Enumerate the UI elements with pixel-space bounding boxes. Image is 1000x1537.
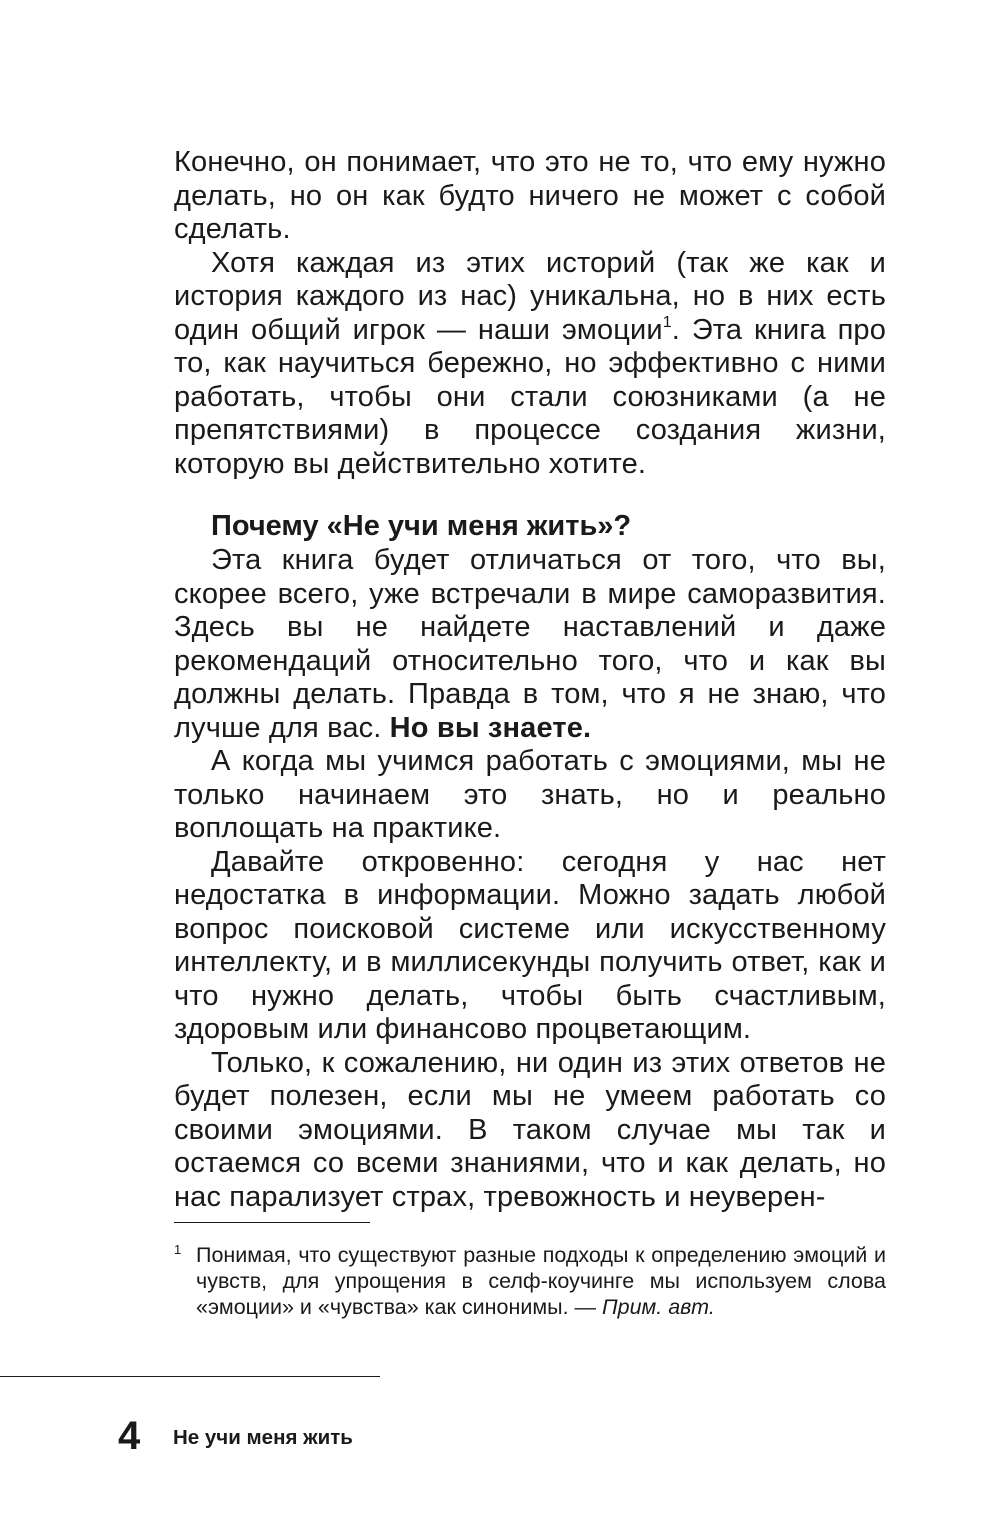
paragraph: Только, к сожалению, ни один из этих ответов не будет полезен, если мы не умеем работать со своими эмоциями. В таком случае мы так и остаемся со всеми знаниями, что и как делать, но нас парализует страх, тревожность и неуверен- <box>174 1046 886 1213</box>
footnote-number: 1 <box>174 1242 182 1257</box>
footer-divider <box>0 1376 380 1377</box>
footnote-reference[interactable]: 1 <box>662 313 672 331</box>
paragraph-text: . Эта книга про то, как научиться бережно, но эффективно с ними работать, чтобы они стали союзниками (а не препятствиями) в процессе создания жизни, которую вы действительно хотите. <box>174 313 886 480</box>
paragraph: Конечно, он понимает, что это не то, что ему нужно делать, но он как будто ничего не может с собой сделать. <box>174 146 886 245</box>
paragraph: А когда мы учимся работать с эмоциями, мы не только начинаем это знать, но и реально воплощать на практике. <box>174 745 886 844</box>
paragraph <box>174 247 886 482</box>
footnote-divider <box>174 1222 370 1223</box>
emphasis-text: Но вы знаете. <box>389 711 592 744</box>
page-number: 4 <box>118 1414 141 1458</box>
footnote <box>174 1242 886 1320</box>
paragraph <box>174 544 886 745</box>
section-heading: Почему «Не учи меня жить»? <box>211 510 632 542</box>
section-text <box>174 544 886 1214</box>
paragraph: Давайте откровенно: сегодня у нас нет недостатка в информации. Можно задать любой вопрос поисковой системе или искусственному интеллекту, и в миллисекунды получить ответ, как и что нужно делать, чтобы быть счастливым, здоровым или финансово процветающим. <box>174 845 886 1045</box>
intro-text <box>174 146 886 481</box>
paragraph-text: Эта книга будет отличаться от того, что вы, скорее всего, уже встречали в мире саморазвития. Здесь вы не найдете наставлений и даже рекомендаций относительно того, что и как вы должны делать. Правда в том, что я не знаю, что лучше для вас. <box>174 544 886 744</box>
footnote-text: Понимая, что существуют разные подходы к определению эмоций и чувств, для упрощения в селф-коучинге мы используем слова «эмоции» и «чувства» как синонимы. — <box>196 1243 886 1319</box>
footnote-body <box>196 1242 886 1320</box>
paragraph-text: Хотя каждая из этих историй (так же как и история каждого из нас) уникальна, но в них есть один общий игрок — наши эмоции <box>174 246 886 346</box>
running-title: Не учи меня жить <box>173 1426 353 1449</box>
footnote-note: Прим. авт. <box>602 1295 715 1319</box>
